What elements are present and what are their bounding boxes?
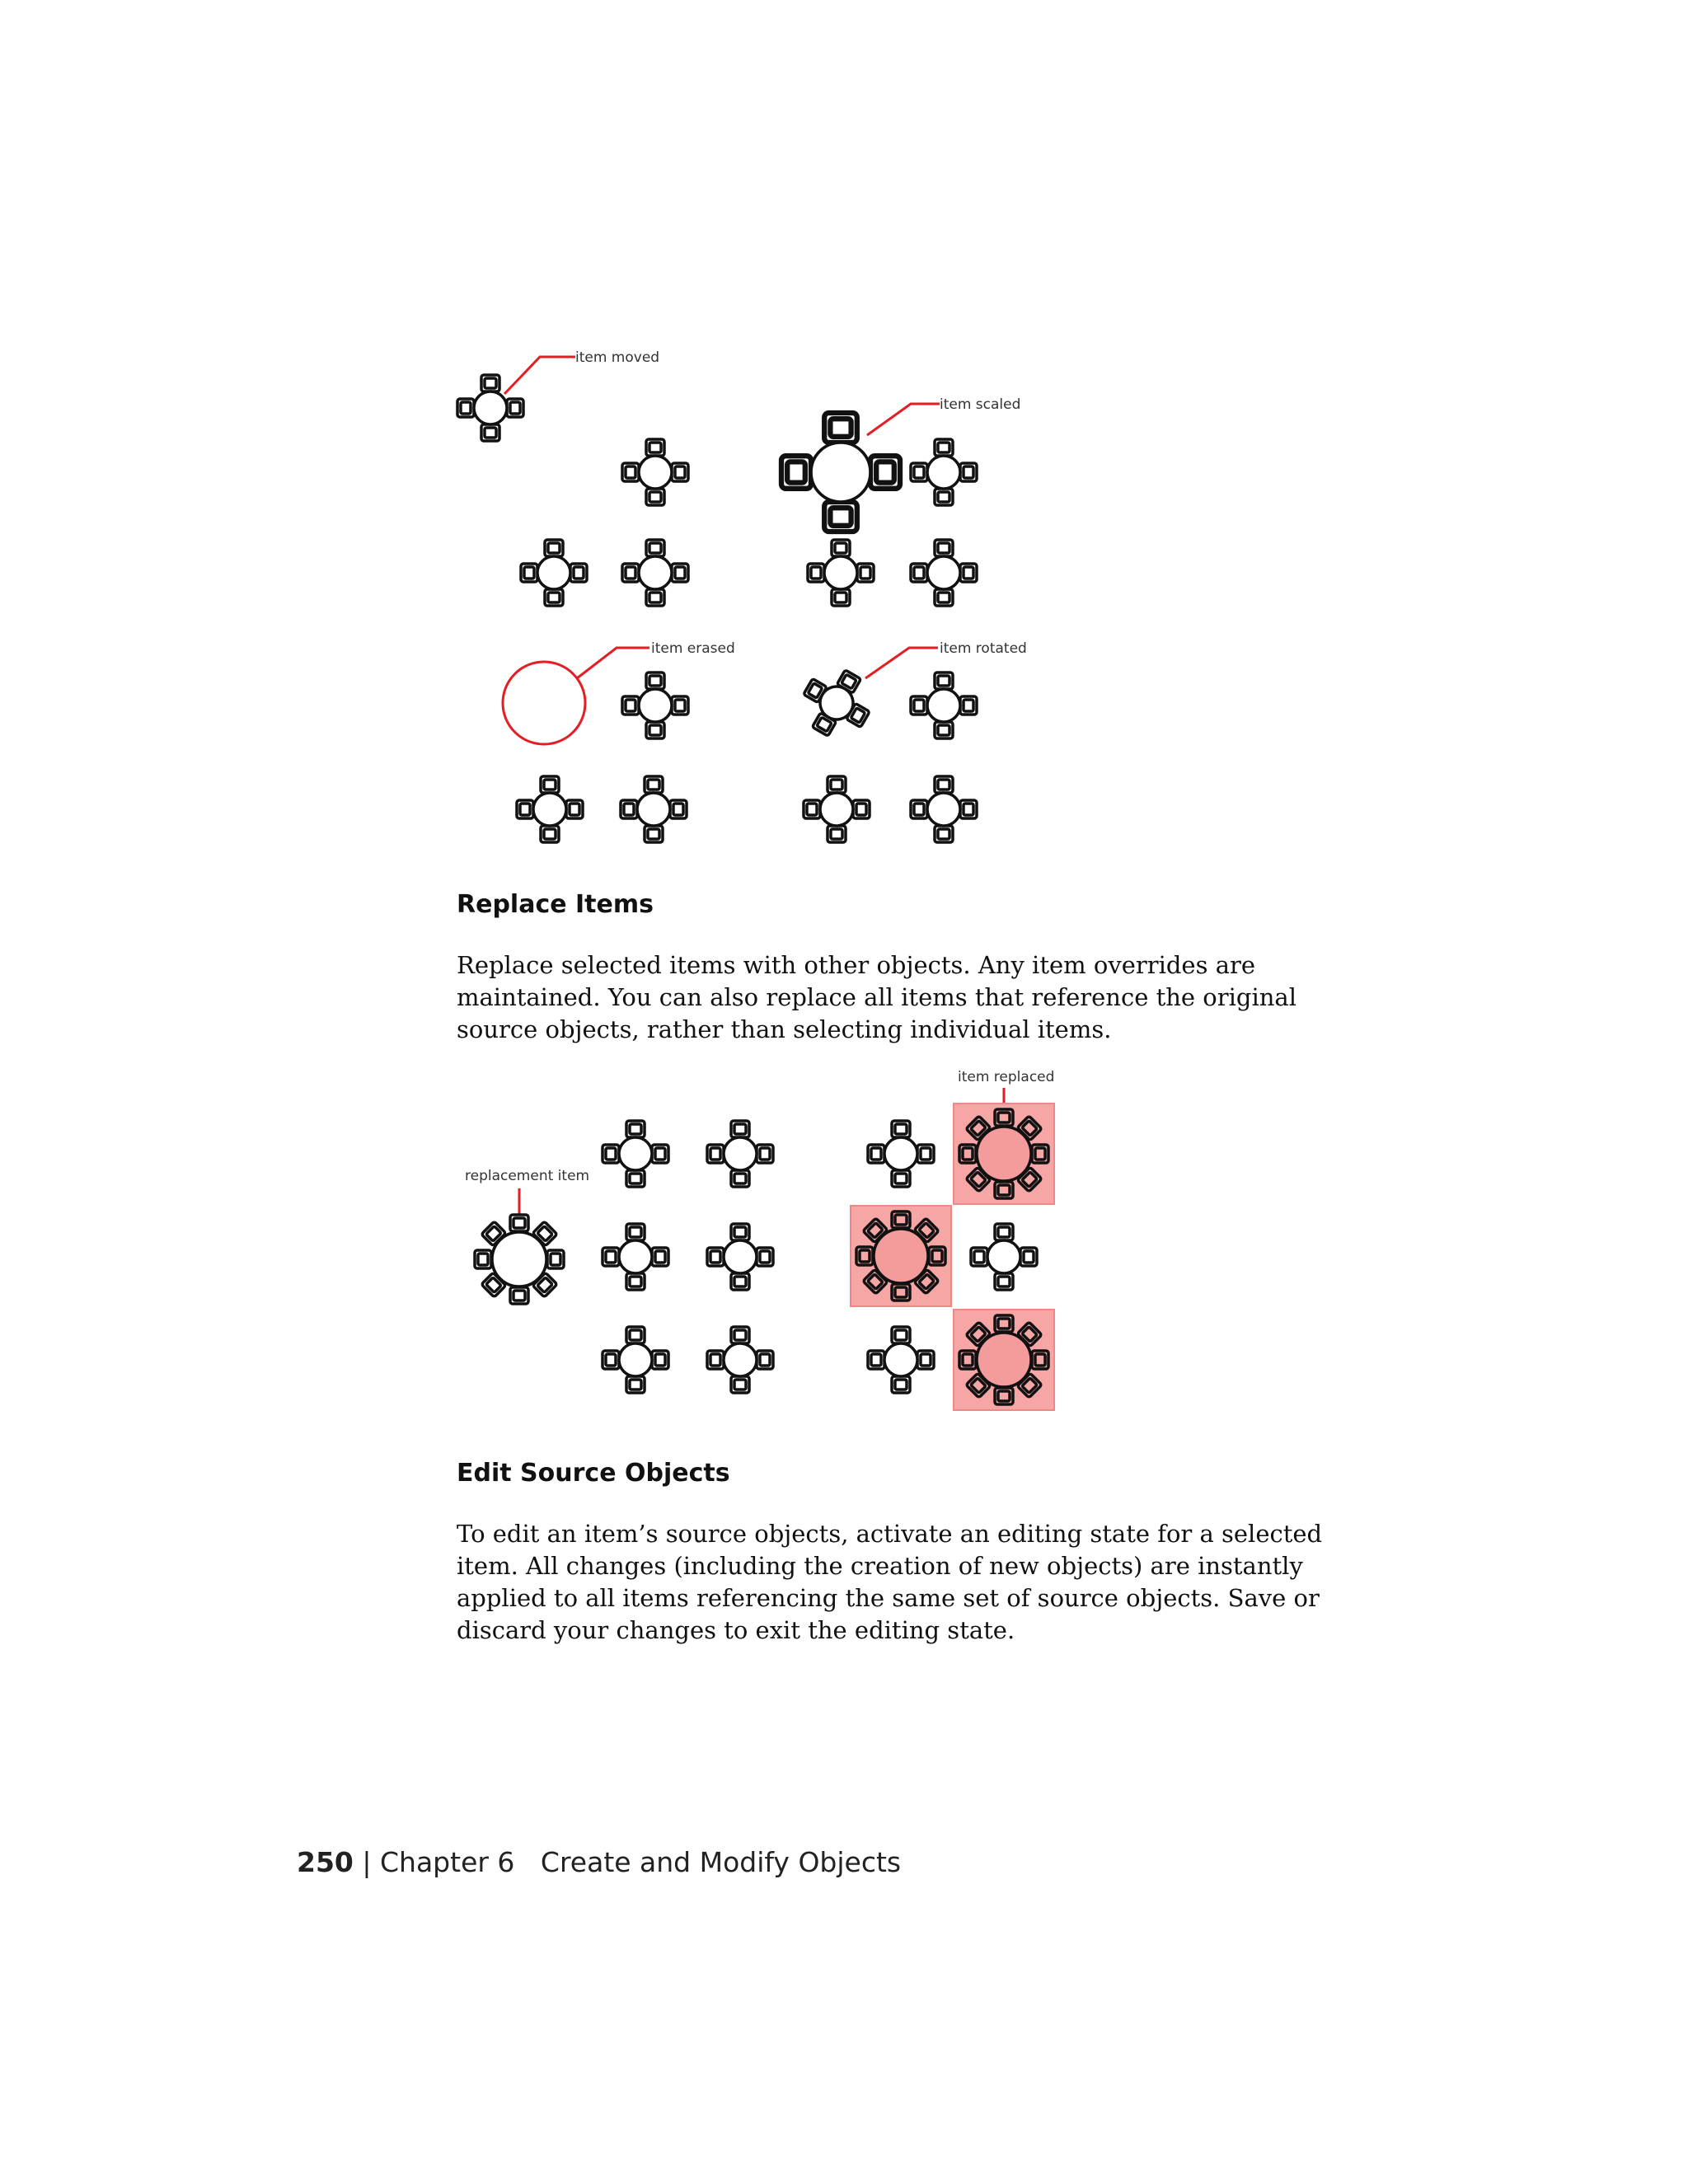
- figure-replace-items: [0, 1038, 1688, 1418]
- table-icon: [622, 673, 688, 738]
- erased-leader-line: [577, 648, 649, 678]
- footer-separator: |: [353, 1846, 380, 1878]
- replacement-table-icon: [475, 1215, 564, 1304]
- label-item-replaced: item replaced: [958, 1069, 1055, 1085]
- section-heading-replace-items: Replace Items: [457, 890, 654, 919]
- table-icon: [603, 1121, 668, 1187]
- moved-leader-line: [504, 357, 575, 394]
- paragraph-replace-items: Replace selected items with other objects. Any item overrides are maintained. You can also replace all items that reference the original source objects, rather than selecting individual items.: [457, 951, 1296, 1043]
- label-item-erased: item erased: [651, 640, 735, 657]
- section-heading-edit-source-objects: Edit Source Objects: [457, 1459, 730, 1488]
- table-icon: [804, 776, 870, 842]
- scaled-leader-line: [867, 404, 940, 435]
- rotated-leader-line: [865, 648, 938, 678]
- table-icon: [911, 776, 977, 842]
- table-icon: [707, 1327, 773, 1393]
- table-icon: [521, 540, 587, 606]
- table-icon: [971, 1224, 1037, 1290]
- erased-item-outline: [503, 662, 585, 744]
- replaced-table-icon: [856, 1212, 945, 1301]
- label-replacement-item: replacement item: [465, 1168, 590, 1184]
- table-icon: [911, 439, 977, 505]
- table-icon: [622, 439, 688, 505]
- figure-item-modifications: [0, 0, 1688, 874]
- paragraph-edit-source-objects: To edit an item’s source objects, activate an editing state for a selected item. All changes (including the creation of new objects) are instantly applied to all items referencing the same set of source objects. Save or discard your changes to exit the editing state.: [457, 1520, 1323, 1644]
- footer-title: Create and Modify Objects: [540, 1846, 902, 1878]
- table-icon: [622, 540, 688, 606]
- table-icon: [707, 1121, 773, 1187]
- table-icon: [707, 1224, 773, 1290]
- label-item-rotated: item rotated: [940, 640, 1027, 657]
- table-icon: [911, 540, 977, 606]
- replaced-table-icon: [959, 1109, 1048, 1198]
- table-icon: [603, 1224, 668, 1290]
- table-icon: [868, 1121, 934, 1187]
- page-footer: [297, 1846, 901, 1878]
- footer-chapter: Chapter 6: [380, 1846, 515, 1878]
- label-item-moved: item moved: [575, 349, 660, 366]
- label-item-scaled: item scaled: [940, 396, 1021, 413]
- table-icon: [911, 673, 977, 738]
- table-icon: [808, 540, 874, 606]
- replaced-table-icon: [959, 1315, 1048, 1404]
- table-icon: [868, 1327, 934, 1393]
- table-icon: [621, 776, 687, 842]
- rotated-table-icon: [791, 658, 881, 748]
- table-icon: [603, 1327, 668, 1393]
- scaled-table-icon: [781, 413, 900, 532]
- page-number: 250: [297, 1846, 354, 1878]
- table-icon: [517, 776, 583, 842]
